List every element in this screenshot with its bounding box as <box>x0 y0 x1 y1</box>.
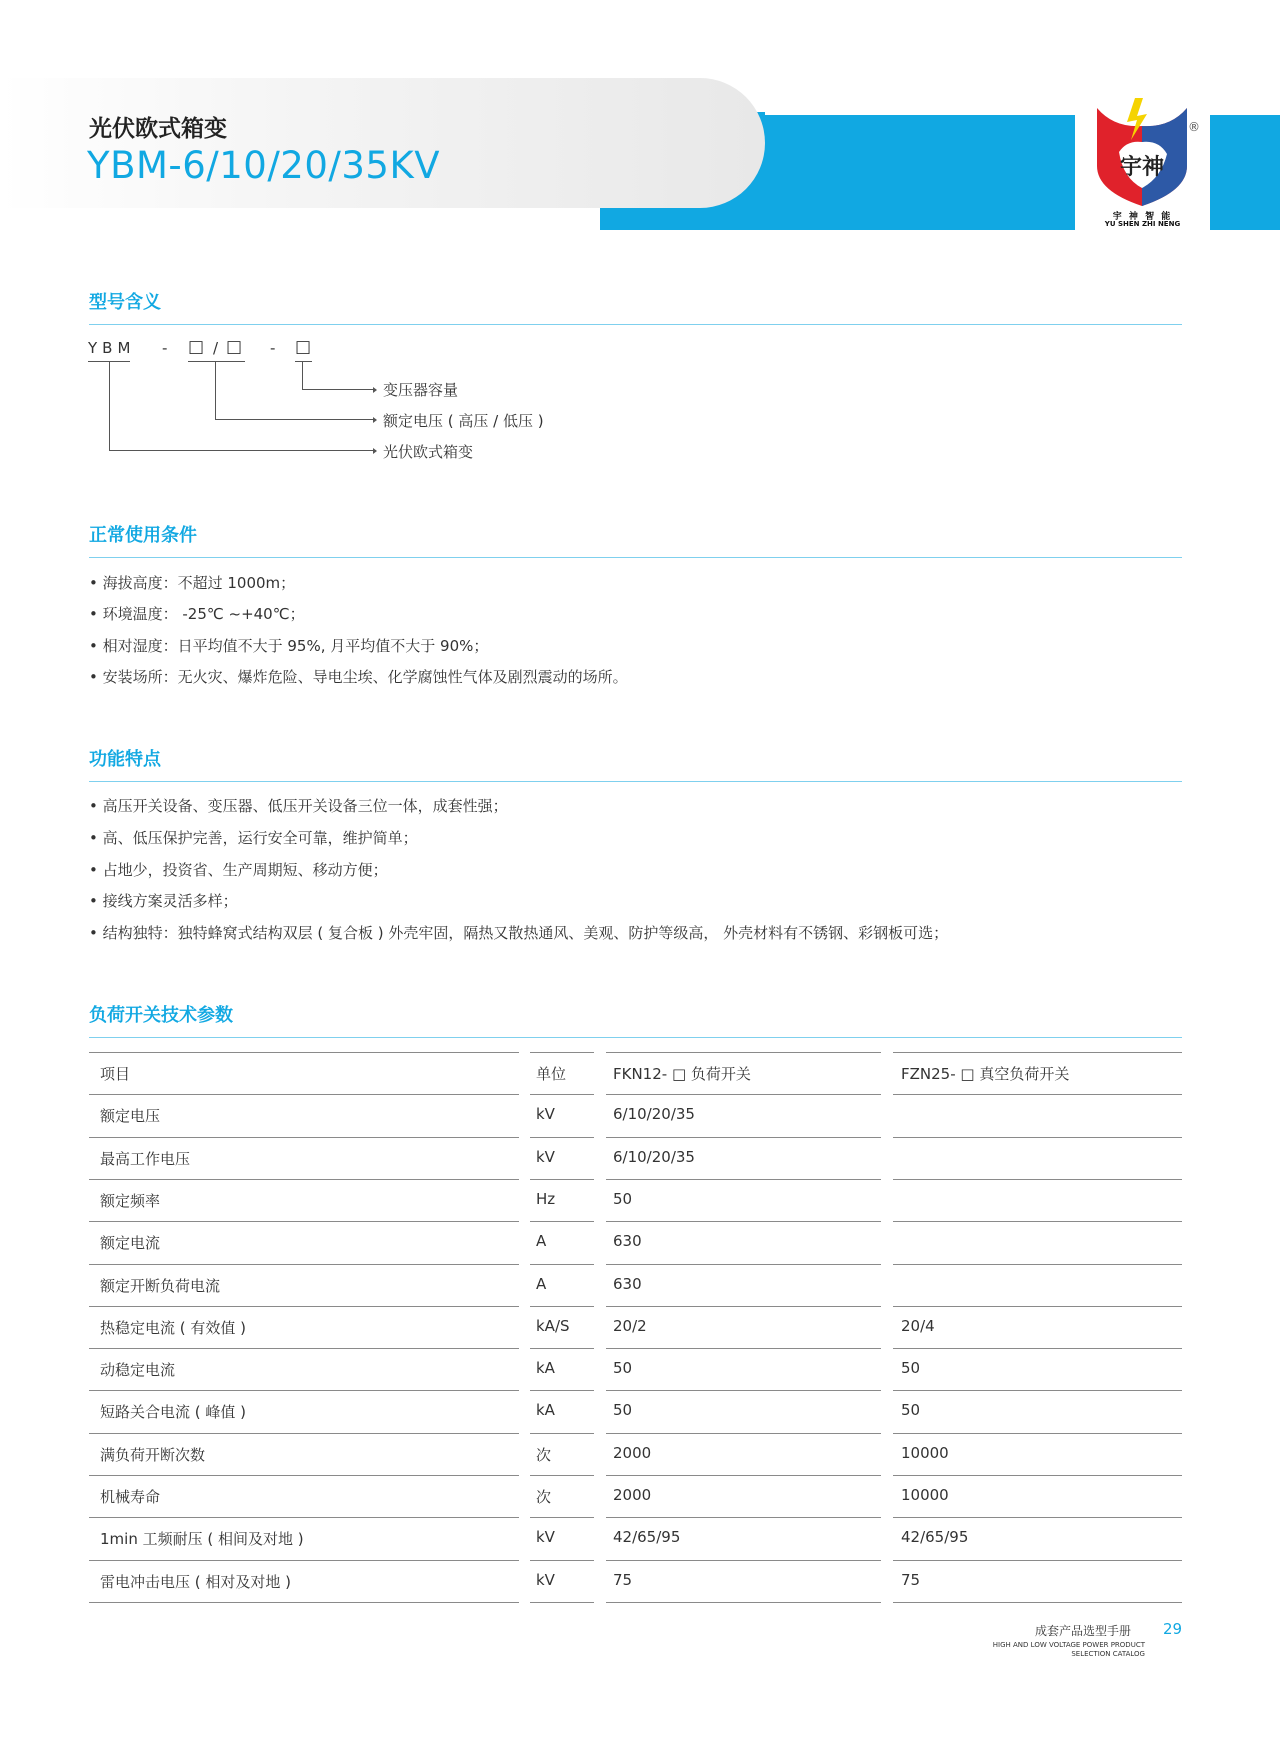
table-top-border <box>89 1052 519 1053</box>
table-cell: 2000 <box>613 1443 652 1462</box>
table-row-border <box>530 1560 594 1561</box>
table-row-border <box>606 1602 881 1603</box>
table-header-cell: FKN12- □ 负荷开关 <box>613 1065 751 1083</box>
table-row-border <box>530 1390 594 1391</box>
table-row-border <box>893 1094 1182 1095</box>
table-row-border <box>530 1517 594 1518</box>
table-row-border <box>89 1137 519 1138</box>
table-top-border <box>606 1052 881 1053</box>
condition-item: • 安装场所：无火灾、爆炸危险、导电尘埃、化学腐蚀性气体及剧烈震动的场所。 <box>89 668 628 686</box>
table-row-border <box>893 1433 1182 1434</box>
table-row-border <box>606 1517 881 1518</box>
table-row-border <box>893 1264 1182 1265</box>
table-cell: A <box>536 1232 547 1251</box>
table-row-border <box>606 1390 881 1391</box>
arrow-icon <box>373 448 377 454</box>
table-row-border <box>530 1602 594 1603</box>
table-row-border <box>893 1602 1182 1603</box>
logo-box <box>1075 96 1210 230</box>
connector-line <box>109 362 110 451</box>
section-title-table: 负荷开关技术参数 <box>89 1005 233 1026</box>
condition-item: • 环境温度： -25℃ ~+40℃； <box>89 605 305 623</box>
table-row-border <box>893 1517 1182 1518</box>
table-cell: 50 <box>613 1189 633 1208</box>
table-cell: kA/S <box>536 1316 570 1335</box>
footer-catalog-cn: 成套产品选型手册 <box>1035 1624 1132 1638</box>
model-label-type: 光伏欧式箱变 <box>383 443 474 461</box>
header-blue-band-right <box>1210 115 1280 230</box>
connector-line <box>215 362 216 420</box>
section-title-model: 型号含义 <box>89 292 161 313</box>
section-title-features: 功能特点 <box>89 749 161 770</box>
model-code-box-voltage-low: □ <box>226 337 243 357</box>
page-title-en: YBM-6/10/20/35KV <box>87 144 441 187</box>
table-header-cell: 单位 <box>536 1065 567 1083</box>
code-underline <box>188 361 245 362</box>
header-grey-band <box>0 78 765 208</box>
table-cell: 最高工作电压 <box>100 1149 191 1168</box>
model-code-box-voltage-high: □ <box>188 337 205 357</box>
model-label-voltage: 额定电压 ( 高压 / 低压 ) <box>383 412 544 430</box>
footer-catalog-en <box>990 1641 1145 1659</box>
table-cell: kV <box>536 1570 555 1589</box>
table-cell: 机械寿命 <box>100 1488 161 1506</box>
table-row-border <box>893 1306 1182 1307</box>
feature-item: • 高压开关设备、变压器、低压开关设备三位一体，成套性强； <box>89 797 508 815</box>
feature-item: • 结构独特：独特蜂窝式结构双层 ( 复合板 ) 外壳牢固，隔热又散热通风、美观、防护等级高， 外壳材料有不锈钢、彩钢板可选； <box>89 924 949 942</box>
model-code-box-capacity: □ <box>295 337 312 357</box>
model-code-dash: - <box>270 339 276 357</box>
table-cell: 630 <box>613 1232 642 1251</box>
table-cell: 雷电冲击电压 ( 相对及对地 ) <box>100 1572 292 1591</box>
feature-item: • 占地少，投资省、生产周期短、移动方便； <box>89 861 388 879</box>
table-cell: 次 <box>536 1488 552 1506</box>
table-cell: 满负荷开断次数 <box>100 1445 206 1464</box>
table-row-border <box>893 1348 1182 1349</box>
logo-text-en: YU SHEN ZHI NENG <box>1104 220 1181 228</box>
model-code-dash: - <box>162 339 168 357</box>
table-row-border <box>606 1433 881 1434</box>
table-row-border <box>893 1179 1182 1180</box>
table-cell: 75 <box>613 1570 633 1589</box>
table-cell: 额定电流 <box>100 1234 161 1253</box>
table-row-border <box>89 1348 519 1349</box>
table-cell: 10000 <box>901 1486 949 1504</box>
section-title-conditions: 正常使用条件 <box>89 525 197 546</box>
code-underline <box>295 361 312 362</box>
table-row-border <box>530 1221 594 1222</box>
table-row-border <box>606 1179 881 1180</box>
table-top-border <box>530 1052 594 1053</box>
table-header-cell: 项目 <box>100 1065 131 1083</box>
table-cell: Hz <box>536 1189 556 1208</box>
table-row-border <box>893 1475 1182 1476</box>
table-row-border <box>606 1137 881 1138</box>
table-row-border <box>89 1094 519 1095</box>
table-cell: 75 <box>901 1570 921 1589</box>
table-row-border <box>606 1221 881 1222</box>
footer-catalog-en-line2: SELECTION CATALOG <box>1071 1650 1145 1658</box>
section-divider <box>89 781 1182 782</box>
registered-mark: ® <box>1188 120 1200 134</box>
table-cell: kA <box>536 1359 555 1378</box>
model-code-ybm: YBM <box>88 339 136 357</box>
table-cell: 额定电压 <box>100 1107 161 1126</box>
table-row-border <box>89 1475 519 1476</box>
table-row-border <box>89 1306 519 1307</box>
table-top-border <box>893 1052 1182 1053</box>
table-cell: 20/4 <box>901 1316 935 1335</box>
logo-text-cn: 宇 神 智 能 <box>1112 212 1173 222</box>
table-row-border <box>606 1306 881 1307</box>
table-row-border <box>89 1264 519 1265</box>
table-cell: 10000 <box>901 1443 949 1462</box>
feature-item: • 接线方案灵活多样； <box>89 892 238 910</box>
connector-line <box>302 389 376 390</box>
table-cell: 短路关合电流 ( 峰值 ) <box>100 1403 247 1422</box>
table-cell: 次 <box>536 1445 552 1464</box>
table-row-border <box>530 1137 594 1138</box>
table-row-border <box>530 1348 594 1349</box>
table-cell: 20/2 <box>613 1316 647 1335</box>
model-label-capacity: 变压器容量 <box>383 381 459 399</box>
table-header-cell: FZN25- □ 真空负荷开关 <box>901 1065 1070 1083</box>
table-row-border <box>606 1264 881 1265</box>
condition-item: • 海拔高度：不超过 1000m； <box>89 574 296 592</box>
table-row-border <box>606 1094 881 1095</box>
table-row-border <box>893 1137 1182 1138</box>
feature-item: • 高、低压保护完善，运行安全可靠，维护简单； <box>89 829 418 847</box>
table-row-border <box>606 1475 881 1476</box>
table-row-border <box>893 1221 1182 1222</box>
table-row-border <box>89 1433 519 1434</box>
table-row-border <box>89 1602 519 1603</box>
table-cell: 额定频率 <box>100 1191 161 1210</box>
table-row-border <box>606 1348 881 1349</box>
connector-line <box>215 419 376 420</box>
table-row-border <box>530 1433 594 1434</box>
table-row-border <box>530 1094 594 1095</box>
condition-item: • 相对湿度：日平均值不大于 95%, 月平均值不大于 90%； <box>89 637 489 655</box>
table-cell: 热稳定电流 ( 有效值 ) <box>100 1318 247 1337</box>
table-row-border <box>89 1179 519 1180</box>
table-cell: 动稳定电流 <box>100 1361 176 1380</box>
table-row-border <box>530 1179 594 1180</box>
page-title-cn: 光伏欧式箱变 <box>89 116 227 142</box>
table-cell: 42/65/95 <box>613 1528 681 1547</box>
table-cell: kV <box>536 1147 555 1166</box>
page-number: 29 <box>1163 1620 1183 1638</box>
table-cell: 6/10/20/35 <box>613 1147 695 1166</box>
connector-line <box>302 362 303 390</box>
table-row-border <box>893 1390 1182 1391</box>
table-row-border <box>530 1306 594 1307</box>
section-divider <box>89 1037 1182 1038</box>
table-cell: 50 <box>613 1359 633 1378</box>
section-divider <box>89 324 1182 325</box>
table-cell: 1min 工频耐压 ( 相间及对地 ) <box>100 1530 304 1549</box>
table-row-border <box>893 1560 1182 1561</box>
table-cell: 50 <box>613 1401 633 1420</box>
connector-line <box>109 450 376 451</box>
table-row-border <box>89 1517 519 1518</box>
arrow-icon <box>373 387 377 393</box>
table-cell: kV <box>536 1105 555 1124</box>
table-row-border <box>530 1264 594 1265</box>
table-cell: 630 <box>613 1274 642 1293</box>
table-cell: 2000 <box>613 1486 652 1504</box>
table-cell: 额定开断负荷电流 <box>100 1276 221 1295</box>
table-cell: kV <box>536 1528 555 1547</box>
table-row-border <box>530 1475 594 1476</box>
table-cell: 50 <box>901 1401 921 1420</box>
table-cell: kA <box>536 1401 555 1420</box>
table-row-border <box>89 1390 519 1391</box>
section-divider <box>89 557 1182 558</box>
table-cell: 50 <box>901 1359 921 1378</box>
footer-catalog-en-line1: HIGH AND LOW VOLTAGE POWER PRODUCT <box>992 1641 1145 1649</box>
table-row-border <box>606 1560 881 1561</box>
arrow-icon <box>373 417 377 423</box>
table-row-border <box>89 1221 519 1222</box>
table-cell: 42/65/95 <box>901 1528 969 1547</box>
svg-text:宇神: 宇神 <box>1119 154 1165 180</box>
table-row-border <box>89 1560 519 1561</box>
model-code-slash: / <box>213 339 219 357</box>
table-cell: A <box>536 1274 547 1293</box>
table-cell: 6/10/20/35 <box>613 1105 695 1124</box>
